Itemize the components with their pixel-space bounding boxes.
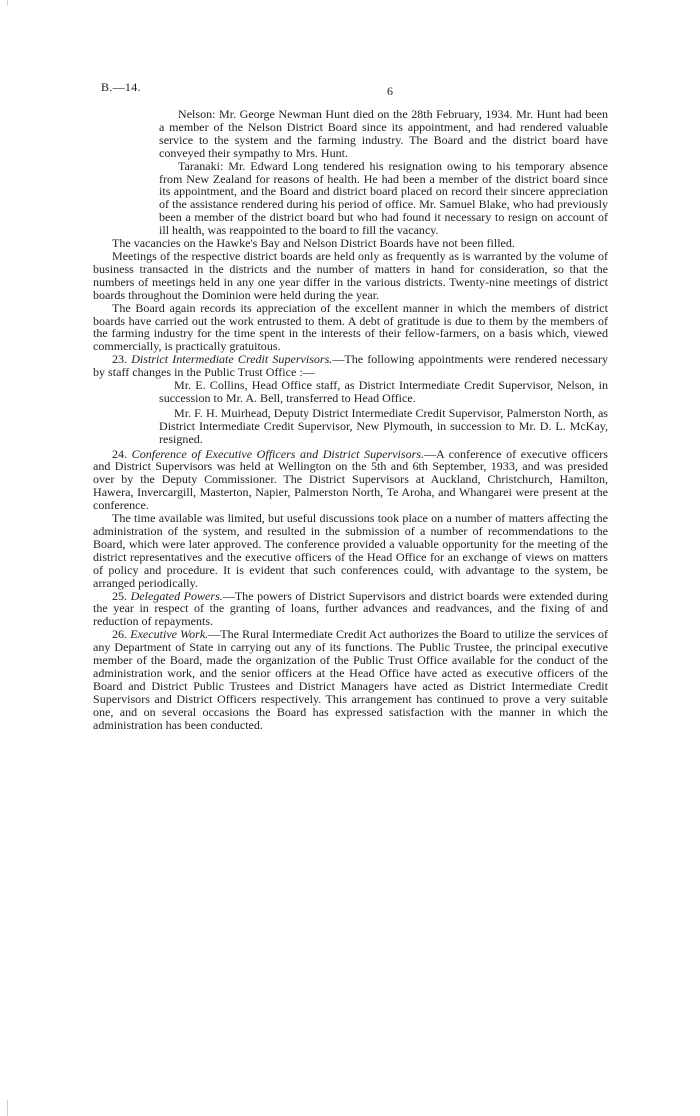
- time-available-paragraph: The time available was limited, but useful discussions took place on a number of matters affecting the administration of the system, and resulted in the submission of a number of recommendations to the Board, which were later approved. The conference provided a valuable opportunity for the meeting of the district representatives and the executive officers of the Head Office for an exchange of views on matters of policy and procedure. It is evident that such conferences could, with advantage to the system, be arranged periodically.: [93, 511, 608, 590]
- vacancies-paragraph: The vacancies on the Hawke's Bay and Nelson District Boards have not been filled.: [112, 236, 515, 251]
- meetings-paragraph: Meetings of the respective district boards are held only as frequently as is warranted by the volume of business transacted in the districts and the number of matters in hand for consideration, so that the numbers of meetings held in any one year differ in the various districts. Twenty-nine meetings of district boards throughout the Dominion were held during the year.: [93, 248, 608, 302]
- appointment-muirhead: Mr. F. H. Muirhead, Deputy District Intermediate Credit Supervisor, Palmerston North, as District Intermediate Credit Supervisor, New Plymouth, in succession to Mr. D. L. McKay, resigned.: [159, 405, 608, 446]
- section-26-paragraph: [93, 628, 608, 731]
- section-24-paragraph: [93, 448, 608, 513]
- section-26-text: —The Rural Intermediate Credit Act authorizes the Board to utilize the services of any Department of State in carrying out any of its functions. The Public Trustee, the principal executive member of the Board, made the organization of the Public Trust Office available for the conduct of the administration work, and the senior officers at the Head Office have acted as executive officers of the Board and District Public Trustees and District Managers have acted as District Intermediate Credit Supervisors and District Officers respectively. This arrangement has continued to prove a very suitable one, and on several occasions the Board has expressed satisfaction with the manner in which the administration has been conducted.: [93, 627, 608, 732]
- section-25-heading: Delegated Powers.: [130, 588, 223, 603]
- section-26-number: 26.: [112, 627, 128, 642]
- section-25-paragraph: [93, 590, 608, 629]
- section-25-text: —The powers of District Supervisors and district boards were extended during the year in respect of the granting of loans, further advances and readvances, and the fixing of and reduction of repayments.: [93, 588, 608, 629]
- nelson-board-paragraph: Nelson: Mr. George Newman Hunt died on the 28th February, 1934. Mr. Hunt had been a member of the Nelson District Board since its appointment, and had rendered valuable service to the system and the farming industry. The Board and the district board have conveyed their sympathy to Mrs. Hunt.: [159, 107, 608, 160]
- taranaki-board-paragraph: Taranaki: Mr. Edward Long tendered his resignation owing to his temporary absence from New Zealand for reasons of health. He had been a member of the district board since its appointment, and the Board and district board placed on record their sincere appreciation of the assistance rendered during his period of office. Mr. Samuel Blake, who had previously been a member of the district board but who had found it necessary to resign on account of ill health, was reappointed to the board to fill the vacancy.: [159, 158, 608, 238]
- appointment-collins: Mr. E. Collins, Head Office staff, as District Intermediate Credit Supervisor, Nelson, in succession to Mr. A. Bell, transferred to Head Office.: [159, 378, 608, 405]
- section-23-paragraph: [93, 353, 608, 379]
- page-number: 6: [387, 84, 393, 98]
- section-24-heading: Conference of Executive Officers and District Supervisors.: [131, 446, 424, 461]
- scan-edge-mark: [7, 1100, 8, 1116]
- section-26-heading: Executive Work.: [130, 627, 209, 642]
- document-reference: B.—14.: [101, 80, 141, 94]
- section-23-text: —The following appointments were rendered necessary by staff changes in the Public Trust Office :—: [93, 352, 608, 380]
- document-body: [93, 108, 608, 732]
- section-23-heading: District Intermediate Credit Supervisors.: [131, 352, 333, 367]
- section-25-number: 25.: [112, 588, 128, 603]
- appreciation-paragraph: The Board again records its appreciation of the excellent manner in which the members of district boards have carried out the work entrusted to them. A debt of gratitude is due to them by the members of the farming industry for the time spent in the interests of their fellow-farmers, on a basis which, viewed commercially, is practically gratuitous.: [93, 300, 608, 354]
- section-24-number: 24.: [112, 446, 128, 461]
- scan-edge-mark: [7, 0, 8, 6]
- section-23-number: 23.: [112, 352, 128, 367]
- section-24-text: —A conference of executive officers and District Supervisors was held at Wellington on the 5th and 6th September, 1933, and was presided over by the Deputy Commissioner. The District Supervisors at Auckland, Christchurch, Hamilton, Hawera, Invercargill, Masterton, Napier, Palmerston North, Te Aroha, and Whangarei were present at the conference.: [93, 446, 608, 513]
